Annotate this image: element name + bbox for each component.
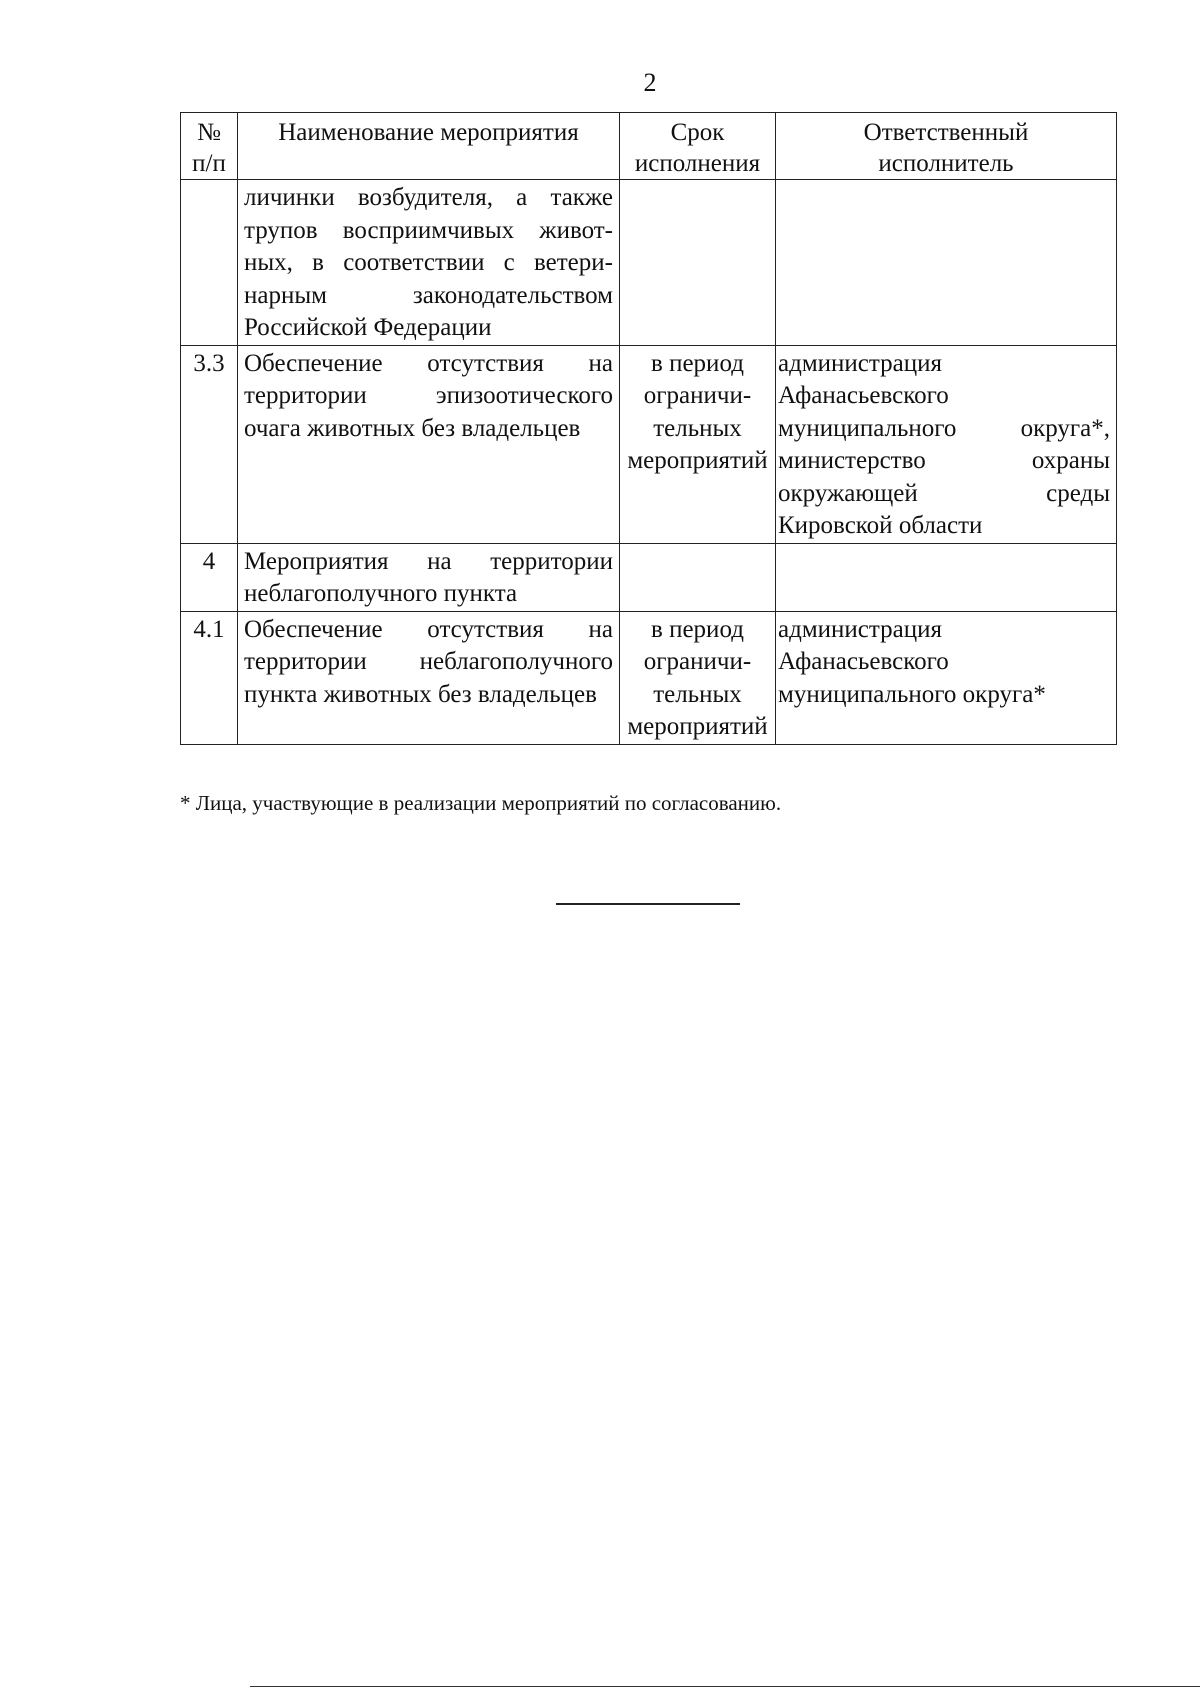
header-term-line-2: исполнения (634, 150, 761, 177)
responsible-line: муниципального округа*, (778, 414, 1110, 442)
cell-term (620, 180, 776, 346)
cell-term: в период ограничительных мероприятий (620, 345, 776, 543)
header-responsible (776, 113, 1117, 180)
cell-term (620, 543, 776, 611)
header-term (620, 113, 776, 180)
page-number: 2 (643, 68, 657, 97)
activities-table (180, 112, 1117, 745)
cell-activity-name: Мероприятия на территории неблагополучного пункта (238, 543, 620, 611)
table-row (181, 611, 1117, 744)
header-name: Наименование мероприятия (238, 113, 620, 180)
responsible-line: министерство охраны (778, 447, 1110, 474)
end-divider (556, 903, 740, 905)
header-term-line-1: Срок (670, 119, 725, 146)
table-header-row (181, 113, 1117, 180)
cell-number: 4 (181, 543, 238, 611)
responsible-line: муниципального округа* (778, 680, 1046, 708)
cell-number: 4.1 (181, 611, 238, 744)
table-body (181, 180, 1117, 745)
cell-number (181, 180, 238, 346)
header-responsible-line-2: исполнитель (878, 150, 1014, 177)
responsible-line: Афанасьевского (778, 382, 949, 409)
footnote: * Лица, участвующие в реализации мероприятий по согласованию. (180, 791, 782, 815)
header-responsible-line-1: Ответственный (863, 119, 1029, 146)
responsible-line: окружающей среды (778, 479, 1110, 507)
cell-responsible (776, 543, 1117, 611)
cell-number: 3.3 (181, 345, 238, 543)
responsible-line: Кировской области (778, 512, 983, 539)
header-num (181, 113, 238, 180)
responsible-line: Афанасьевского (778, 648, 949, 675)
responsible-line: администрация (778, 349, 942, 377)
table-row (181, 345, 1117, 543)
table-row (181, 543, 1117, 611)
cell-activity-name: Обеспечение отсутствия на территории эпизоотического очага животных без владельцев (238, 345, 620, 543)
responsible-line: администрация (778, 615, 942, 643)
table-row (181, 180, 1117, 346)
cell-activity-name: Обеспечение отсутствия на территории неблагополучного пункта животных без владельцев (238, 611, 620, 744)
header-num-line-1: № (197, 119, 221, 146)
header-num-line-2: п/п (192, 150, 226, 177)
bottom-edge-line (250, 1686, 1200, 1687)
cell-term: в период ограничительных мероприятий (620, 611, 776, 744)
cell-responsible (776, 345, 1117, 543)
cell-responsible (776, 611, 1117, 744)
cell-activity-name: личинки возбудителя, а также трупов восприимчивых животных, в соответствии с ветеринарным законодательством Российской Федерации (238, 180, 620, 346)
cell-responsible (776, 180, 1117, 346)
